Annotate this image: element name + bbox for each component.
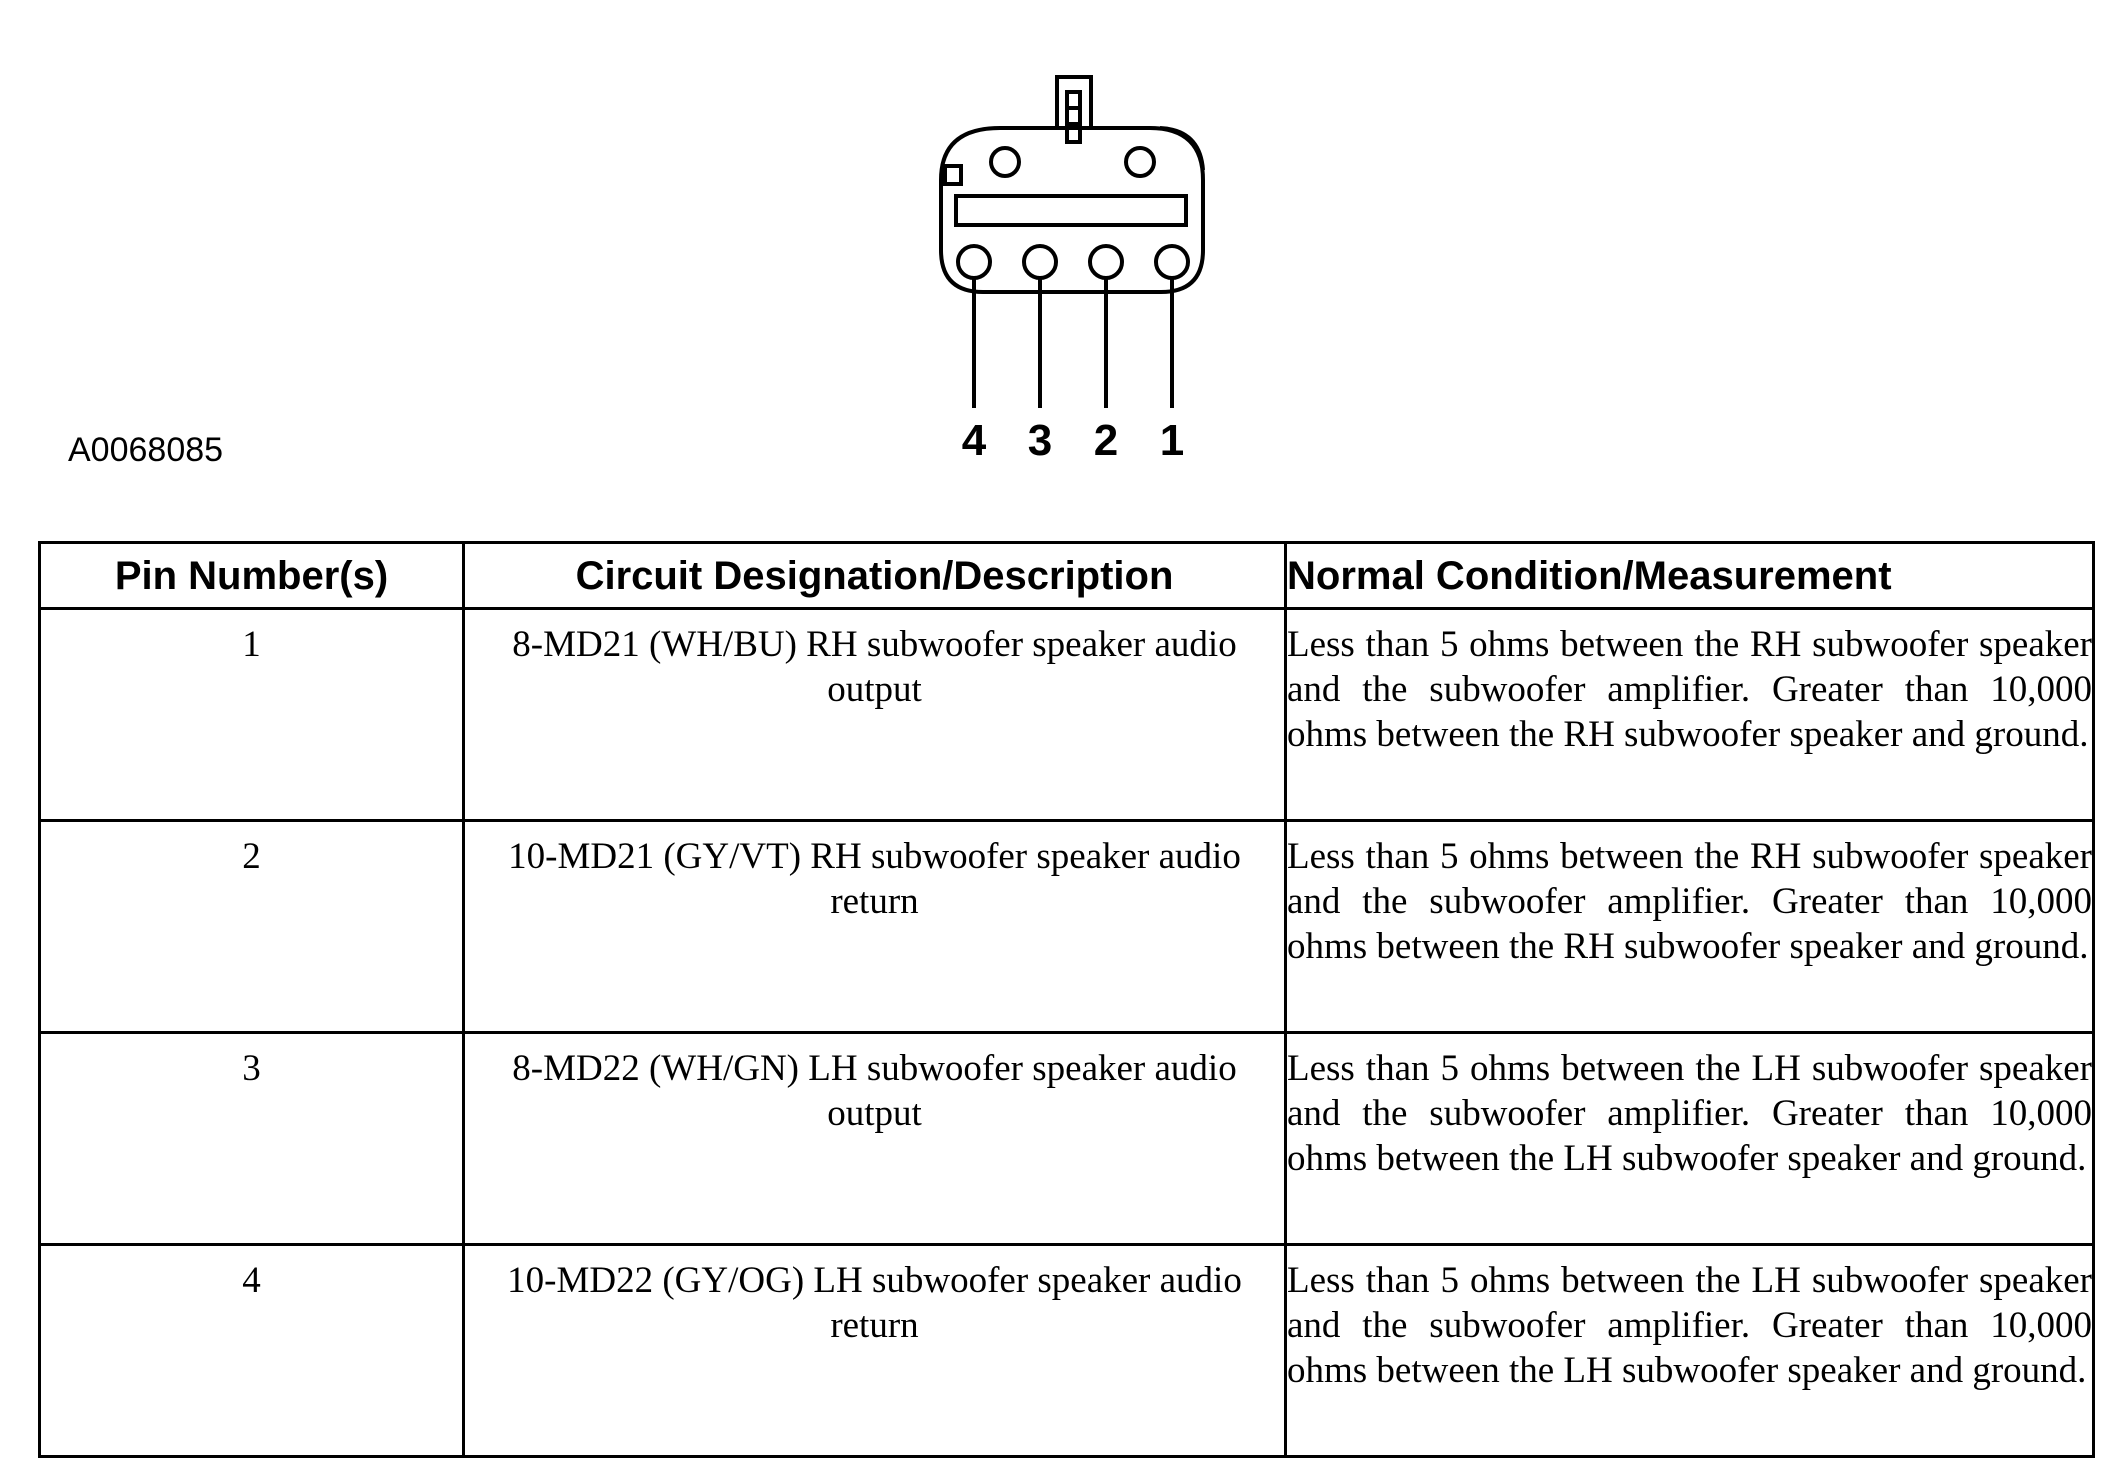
table-row xyxy=(40,1033,2094,1245)
connector-latch-slot xyxy=(1067,92,1080,142)
circuit-cell: 10-MD22 (GY/OG) LH subwoofer speaker audio return xyxy=(464,1245,1286,1457)
table-row xyxy=(40,821,2094,1033)
pin-cavity-3 xyxy=(1024,246,1056,278)
table-row xyxy=(40,1245,2094,1457)
pin-cavity-2 xyxy=(1090,246,1122,278)
pin-cavity-1 xyxy=(1156,246,1188,278)
connector-diagram xyxy=(0,0,2124,480)
pinout-table xyxy=(38,541,2095,1458)
connector-key-notch xyxy=(1160,128,1203,170)
condition-cell: Less than 5 ohms between the RH subwoofer speaker and the subwoofer amplifier. Greater than 10,000 ohms between the RH subwoofer speaker and ground. xyxy=(1286,609,2094,821)
connector-latch-tab xyxy=(1057,77,1091,128)
circuit-cell: 8-MD22 (WH/GN) LH subwoofer speaker audio output xyxy=(464,1033,1286,1245)
pin-number-cell: 3 xyxy=(40,1033,464,1245)
table-row xyxy=(40,609,2094,821)
pin-number-cell: 2 xyxy=(40,821,464,1033)
pin-label-2: 2 xyxy=(1093,416,1119,465)
header-normal-condition: Normal Condition/Measurement xyxy=(1286,543,2094,609)
pin-label-4: 4 xyxy=(961,416,987,465)
figure-id: A0068085 xyxy=(68,431,224,469)
circuit-cell: 10-MD21 (GY/VT) RH subwoofer speaker audio return xyxy=(464,821,1286,1033)
connector-key-square xyxy=(945,166,961,184)
connector-center-bar xyxy=(956,196,1186,225)
connector-upper-cavity xyxy=(1126,148,1154,176)
pin-number-cell: 4 xyxy=(40,1245,464,1457)
connector-body xyxy=(941,128,1203,292)
pin-label-3: 3 xyxy=(1027,416,1053,465)
circuit-cell: 8-MD21 (WH/BU) RH subwoofer speaker audio output xyxy=(464,609,1286,821)
header-pin-number: Pin Number(s) xyxy=(40,543,464,609)
condition-cell: Less than 5 ohms between the LH subwoofer speaker and the subwoofer amplifier. Greater than 10,000 ohms between the LH subwoofer speaker and ground. xyxy=(1286,1245,2094,1457)
header-circuit-designation: Circuit Designation/Description xyxy=(464,543,1286,609)
table-header-row xyxy=(40,543,2094,609)
pin-number-cell: 1 xyxy=(40,609,464,821)
connector-upper-cavity xyxy=(991,148,1019,176)
condition-cell: Less than 5 ohms between the RH subwoofer speaker and the subwoofer amplifier. Greater than 10,000 ohms between the RH subwoofer speaker and ground. xyxy=(1286,821,2094,1033)
condition-cell: Less than 5 ohms between the LH subwoofer speaker and the subwoofer amplifier. Greater than 10,000 ohms between the LH subwoofer speaker and ground. xyxy=(1286,1033,2094,1245)
pin-label-1: 1 xyxy=(1159,416,1185,465)
pin-cavity-4 xyxy=(958,246,990,278)
